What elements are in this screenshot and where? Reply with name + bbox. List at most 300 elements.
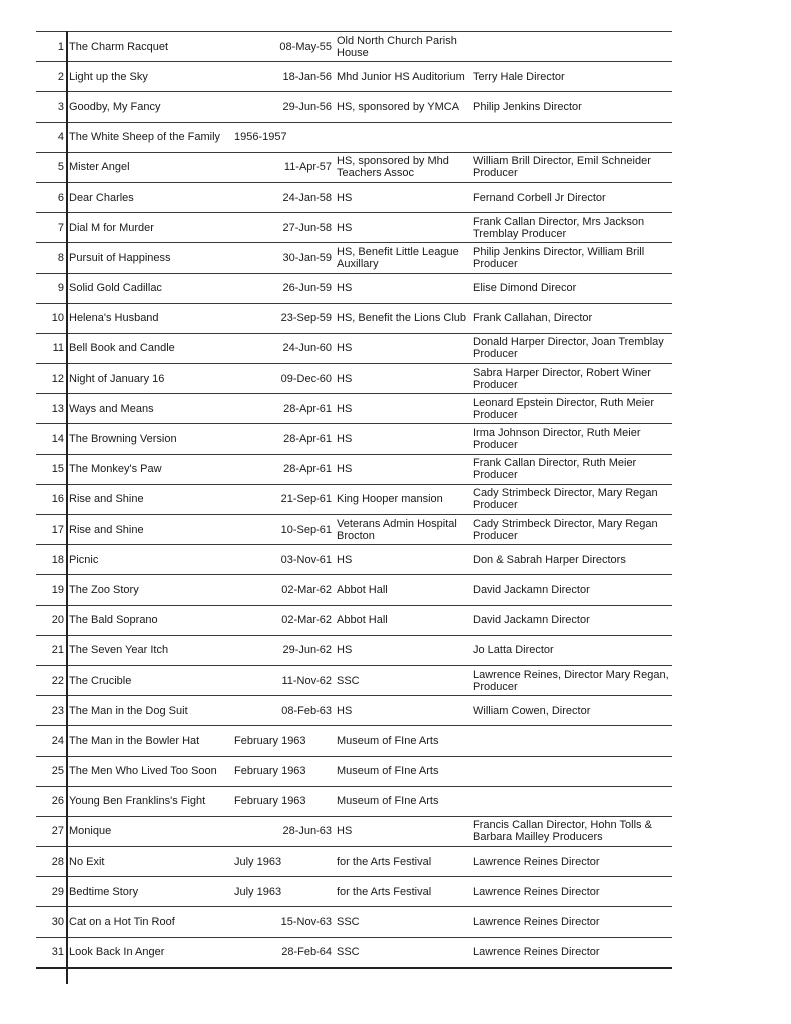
play-title-text: The Men Who Lived Too Soon xyxy=(69,765,217,778)
play-title-text: Rise and Shine xyxy=(69,493,144,506)
play-title-text: Pursuit of Happiness xyxy=(69,251,171,264)
performance-date-text: February 1963 xyxy=(234,765,306,778)
row-number-text: 31 xyxy=(51,946,64,959)
table-row xyxy=(36,575,672,605)
performance-date xyxy=(234,334,332,363)
play-title-text: The Crucible xyxy=(69,674,132,687)
credits-text: Leonard Epstein Director, Ruth Meier Producer xyxy=(473,396,654,421)
venue xyxy=(337,243,473,272)
performance-date xyxy=(234,907,332,936)
credits-text: Elise Dimond Direcor xyxy=(473,282,577,295)
credits-text: Cady Strimbeck Director, Mary Regan Producer xyxy=(473,517,658,542)
play-title xyxy=(69,485,234,514)
play-title xyxy=(69,575,234,604)
performance-date-text: 28-Apr-61 xyxy=(283,402,332,415)
row-number xyxy=(36,153,64,182)
venue xyxy=(337,62,473,91)
table-row xyxy=(36,92,672,122)
performance-date xyxy=(234,92,332,121)
table-row xyxy=(36,153,672,183)
row-number-text: 27 xyxy=(51,825,64,838)
performance-date xyxy=(234,183,332,212)
row-number xyxy=(36,666,64,695)
play-title xyxy=(69,696,234,725)
credits xyxy=(473,726,669,755)
table-row xyxy=(36,666,672,696)
row-number xyxy=(36,877,64,906)
credits xyxy=(473,424,669,453)
venue-text: HS, Benefit Little League Auxillary xyxy=(337,245,459,270)
table-row xyxy=(36,877,672,907)
venue xyxy=(337,304,473,333)
venue xyxy=(337,213,473,242)
row-number xyxy=(36,92,64,121)
table-row xyxy=(36,606,672,636)
credits-text: Lawrence Reines Director xyxy=(473,916,600,929)
row-number xyxy=(36,817,64,846)
play-title-text: Rise and Shine xyxy=(69,523,144,536)
row-number xyxy=(36,304,64,333)
performance-date-text: 10-Sep-61 xyxy=(280,523,332,536)
performance-date-text: 28-Apr-61 xyxy=(283,433,332,446)
credits-text: William Cowen, Director xyxy=(473,704,591,717)
venue-text: King Hooper mansion xyxy=(337,493,443,506)
credits xyxy=(473,304,669,333)
play-title xyxy=(69,907,234,936)
venue xyxy=(337,696,473,725)
performance-date-text: July 1963 xyxy=(234,855,282,868)
table-row xyxy=(36,726,672,756)
row-number xyxy=(36,455,64,484)
row-number-text: 13 xyxy=(51,402,64,415)
play-title-text: Bedtime Story xyxy=(69,885,139,898)
play-title-text: The Bald Soprano xyxy=(69,614,158,627)
performance-date xyxy=(234,636,332,665)
venue xyxy=(337,877,473,906)
play-title xyxy=(69,394,234,423)
credits-text: Francis Callan Director, Hohn Tolls & Barbara Mailley Producers xyxy=(473,819,652,844)
play-title-text: Goodby, My Fancy xyxy=(69,100,161,113)
play-title xyxy=(69,92,234,121)
row-number-text: 20 xyxy=(51,614,64,627)
row-number-text: 3 xyxy=(57,100,64,113)
row-number-text: 21 xyxy=(51,644,64,657)
play-title-text: The Charm Racquet xyxy=(69,40,169,53)
venue xyxy=(337,455,473,484)
credits-text: Lawrence Reines, Director Mary Regan, Producer xyxy=(473,668,669,693)
performance-date-text: 30-Jan-59 xyxy=(282,251,332,264)
credits-text: Lawrence Reines Director xyxy=(473,946,600,959)
table-row xyxy=(36,213,672,243)
credits xyxy=(473,183,669,212)
row-number xyxy=(36,424,64,453)
table-row xyxy=(36,183,672,213)
table-row xyxy=(36,424,672,454)
table-row xyxy=(36,304,672,334)
credits-text: Donald Harper Director, Joan Tremblay Producer xyxy=(473,336,664,361)
table-row xyxy=(36,32,672,62)
venue xyxy=(337,183,473,212)
venue-text: HS xyxy=(337,704,353,717)
play-title xyxy=(69,304,234,333)
venue-text: SSC xyxy=(337,674,360,687)
performance-date-text: 24-Jan-58 xyxy=(282,191,332,204)
row-number xyxy=(36,123,64,152)
performance-date-text: 18-Jan-56 xyxy=(282,70,332,83)
credits xyxy=(473,545,669,574)
play-title-text: The Seven Year Itch xyxy=(69,644,169,657)
venue-text: for the Arts Festival xyxy=(337,885,432,898)
credits-text: David Jackamn Director xyxy=(473,614,590,627)
row-number-text: 7 xyxy=(57,221,64,234)
performance-date xyxy=(234,696,332,725)
performance-date xyxy=(234,545,332,574)
row-number-text: 4 xyxy=(57,131,64,144)
venue-text: for the Arts Festival xyxy=(337,855,432,868)
table-row xyxy=(36,455,672,485)
row-number-text: 18 xyxy=(51,553,64,566)
table-row xyxy=(36,274,672,304)
play-title-text: No Exit xyxy=(69,855,105,868)
row-number-text: 26 xyxy=(51,795,64,808)
play-title xyxy=(69,153,234,182)
play-title xyxy=(69,817,234,846)
productions-table xyxy=(36,31,672,969)
performance-date xyxy=(234,757,332,786)
credits-text: Frank Callan Director, Ruth Meier Producer xyxy=(473,457,637,482)
performance-date xyxy=(234,123,332,152)
performance-date-text: 26-Jun-59 xyxy=(282,282,332,295)
play-title xyxy=(69,62,234,91)
performance-date xyxy=(234,213,332,242)
play-title xyxy=(69,666,234,695)
row-number-text: 1 xyxy=(57,40,64,53)
venue xyxy=(337,424,473,453)
table-row xyxy=(36,334,672,364)
performance-date xyxy=(234,364,332,393)
play-title xyxy=(69,636,234,665)
credits xyxy=(473,485,669,514)
row-number xyxy=(36,938,64,967)
venue-text: Museum of FIne Arts xyxy=(337,765,439,778)
credits xyxy=(473,394,669,423)
credits xyxy=(473,817,669,846)
credits xyxy=(473,213,669,242)
performance-date-text: 29-Jun-62 xyxy=(282,644,332,657)
row-number-text: 22 xyxy=(51,674,64,687)
performance-date xyxy=(234,575,332,604)
credits-text: Lawrence Reines Director xyxy=(473,855,600,868)
row-number-text: 14 xyxy=(51,433,64,446)
credits-text: Philip Jenkins Director xyxy=(473,100,582,113)
play-title xyxy=(69,183,234,212)
row-number xyxy=(36,787,64,816)
venue xyxy=(337,485,473,514)
credits xyxy=(473,787,669,816)
credits xyxy=(473,455,669,484)
venue-text: HS xyxy=(337,463,353,476)
performance-date-text: 15-Nov-63 xyxy=(280,916,332,929)
performance-date xyxy=(234,817,332,846)
row-number-text: 2 xyxy=(57,70,64,83)
venue-text: HS xyxy=(337,342,353,355)
row-number xyxy=(36,757,64,786)
venue-text: HS xyxy=(337,402,353,415)
venue-text: HS xyxy=(337,221,353,234)
play-title xyxy=(69,213,234,242)
table-row xyxy=(36,545,672,575)
performance-date-text: 02-Mar-62 xyxy=(281,614,332,627)
row-number xyxy=(36,183,64,212)
performance-date xyxy=(234,515,332,544)
play-title-text: Light up the Sky xyxy=(69,70,148,83)
venue-text: Museum of FIne Arts xyxy=(337,734,439,747)
credits xyxy=(473,847,669,876)
credits xyxy=(473,636,669,665)
venue-text: Mhd Junior HS Auditorium xyxy=(337,70,465,83)
performance-date xyxy=(234,666,332,695)
play-title-text: Night of January 16 xyxy=(69,372,165,385)
performance-date xyxy=(234,847,332,876)
venue xyxy=(337,938,473,967)
credits xyxy=(473,666,669,695)
venue-text: HS, Benefit the Lions Club xyxy=(337,312,467,325)
row-number xyxy=(36,32,64,61)
performance-date-text: 08-Feb-63 xyxy=(281,704,332,717)
performance-date xyxy=(234,455,332,484)
play-title xyxy=(69,515,234,544)
row-number-text: 5 xyxy=(57,161,64,174)
play-title-text: Picnic xyxy=(69,553,99,566)
play-title-text: Bell Book and Candle xyxy=(69,342,175,355)
credits xyxy=(473,32,669,61)
venue-text: SSC xyxy=(337,916,360,929)
credits-text: Don & Sabrah Harper Directors xyxy=(473,553,626,566)
row-number-text: 16 xyxy=(51,493,64,506)
play-title-text: Young Ben Franklins's Fight xyxy=(69,795,206,808)
play-title-text: Solid Gold Cadillac xyxy=(69,282,162,295)
credits-text: Fernand Corbell Jr Director xyxy=(473,191,606,204)
table-row xyxy=(36,696,672,726)
row-number xyxy=(36,485,64,514)
play-title xyxy=(69,243,234,272)
performance-date xyxy=(234,274,332,303)
performance-date-text: July 1963 xyxy=(234,885,282,898)
credits xyxy=(473,907,669,936)
credits-text: Philip Jenkins Director, William Brill Producer xyxy=(473,245,645,270)
row-number-text: 15 xyxy=(51,463,64,476)
play-title-text: The Man in the Bowler Hat xyxy=(69,734,200,747)
row-number xyxy=(36,213,64,242)
credits xyxy=(473,877,669,906)
play-title xyxy=(69,123,234,152)
performance-date xyxy=(234,726,332,755)
play-title xyxy=(69,424,234,453)
performance-date-text: 02-Mar-62 xyxy=(281,583,332,596)
venue-text: Veterans Admin Hospital Brocton xyxy=(337,517,457,542)
row-number-text: 9 xyxy=(57,282,64,295)
venue-text: Museum of FIne Arts xyxy=(337,795,439,808)
credits xyxy=(473,274,669,303)
performance-date xyxy=(234,243,332,272)
play-title-text: The Zoo Story xyxy=(69,583,139,596)
table-row xyxy=(36,636,672,666)
credits-text: Irma Johnson Director, Ruth Meier Producer xyxy=(473,427,641,452)
venue xyxy=(337,787,473,816)
venue xyxy=(337,334,473,363)
credits-text: Sabra Harper Director, Robert Winer Producer xyxy=(473,366,651,391)
play-title-text: Monique xyxy=(69,825,112,838)
row-number-text: 11 xyxy=(52,342,64,355)
play-title-text: The White Sheep of the Family xyxy=(69,131,221,144)
play-title xyxy=(69,847,234,876)
credits xyxy=(473,575,669,604)
venue xyxy=(337,575,473,604)
performance-date xyxy=(234,304,332,333)
venue xyxy=(337,32,473,61)
performance-date-text: 28-Jun-63 xyxy=(282,825,332,838)
row-number-text: 17 xyxy=(51,523,64,536)
venue xyxy=(337,153,473,182)
credits-text: Jo Latta Director xyxy=(473,644,554,657)
performance-date-text: 1956-1957 xyxy=(234,131,287,144)
row-number-text: 8 xyxy=(57,251,64,264)
credits-text: William Brill Director, Emil Schneider Producer xyxy=(473,155,651,180)
row-number xyxy=(36,394,64,423)
row-number xyxy=(36,62,64,91)
row-number xyxy=(36,575,64,604)
table-row xyxy=(36,515,672,545)
venue xyxy=(337,726,473,755)
play-title xyxy=(69,545,234,574)
row-number xyxy=(36,515,64,544)
credits-text: Frank Callan Director, Mrs Jackson Tremblay Producer xyxy=(473,215,645,240)
performance-date xyxy=(234,32,332,61)
play-title xyxy=(69,757,234,786)
venue xyxy=(337,394,473,423)
venue-text: HS xyxy=(337,644,353,657)
venue-text: HS xyxy=(337,433,353,446)
venue xyxy=(337,757,473,786)
venue-text: Abbot Hall xyxy=(337,614,388,627)
performance-date xyxy=(234,877,332,906)
play-title-text: Cat on a Hot Tin Roof xyxy=(69,916,175,929)
credits-text: Frank Callahan, Director xyxy=(473,312,593,325)
performance-date-text: 23-Sep-59 xyxy=(280,312,332,325)
performance-date-text: 09-Dec-60 xyxy=(280,372,332,385)
table-row xyxy=(36,485,672,515)
table-row xyxy=(36,123,672,153)
performance-date xyxy=(234,606,332,635)
row-number-text: 6 xyxy=(57,191,64,204)
table-row xyxy=(36,394,672,424)
play-title xyxy=(69,274,234,303)
play-title-text: The Monkey's Paw xyxy=(69,463,162,476)
play-title xyxy=(69,787,234,816)
table-row xyxy=(36,62,672,92)
venue-text: HS, sponsored by Mhd Teachers Assoc xyxy=(337,155,449,180)
row-number xyxy=(36,636,64,665)
row-number-text: 19 xyxy=(51,583,64,596)
play-title xyxy=(69,364,234,393)
row-number-text: 28 xyxy=(51,855,64,868)
venue xyxy=(337,274,473,303)
venue xyxy=(337,606,473,635)
credits-text: Lawrence Reines Director xyxy=(473,885,600,898)
row-number xyxy=(36,847,64,876)
row-number xyxy=(36,726,64,755)
play-title-text: Look Back In Anger xyxy=(69,946,165,959)
play-title xyxy=(69,726,234,755)
credits xyxy=(473,153,669,182)
play-title xyxy=(69,606,234,635)
row-number-text: 10 xyxy=(51,312,64,325)
performance-date-text: 24-Jun-60 xyxy=(282,342,332,355)
venue xyxy=(337,364,473,393)
credits xyxy=(473,757,669,786)
performance-date-text: 11-Nov-62 xyxy=(281,674,332,687)
play-title xyxy=(69,32,234,61)
credits xyxy=(473,364,669,393)
table-row xyxy=(36,907,672,937)
credits xyxy=(473,938,669,967)
credits-text: Cady Strimbeck Director, Mary Regan Producer xyxy=(473,487,658,512)
credits-text: David Jackamn Director xyxy=(473,583,590,596)
table-row xyxy=(36,757,672,787)
performance-date-text: 28-Apr-61 xyxy=(283,463,332,476)
performance-date xyxy=(234,938,332,967)
play-title-text: Dial M for Murder xyxy=(69,221,154,234)
performance-date-text: 21-Sep-61 xyxy=(280,493,332,506)
credits-text: Terry Hale Director xyxy=(473,70,565,83)
venue xyxy=(337,817,473,846)
venue xyxy=(337,515,473,544)
venue-text: HS xyxy=(337,553,353,566)
credits xyxy=(473,515,669,544)
table-row xyxy=(36,847,672,877)
performance-date-text: 03-Nov-61 xyxy=(280,553,332,566)
performance-date xyxy=(234,62,332,91)
play-title xyxy=(69,334,234,363)
row-number xyxy=(36,274,64,303)
credits xyxy=(473,243,669,272)
venue xyxy=(337,545,473,574)
performance-date xyxy=(234,424,332,453)
performance-date-text: 27-Jun-58 xyxy=(282,221,332,234)
row-number-text: 12 xyxy=(51,372,64,385)
venue xyxy=(337,907,473,936)
play-title xyxy=(69,877,234,906)
row-number xyxy=(36,545,64,574)
play-title-text: Mister Angel xyxy=(69,161,130,174)
row-number xyxy=(36,907,64,936)
venue-text: Abbot Hall xyxy=(337,583,388,596)
row-number-text: 29 xyxy=(51,885,64,898)
venue-text: HS xyxy=(337,372,353,385)
play-title-text: Ways and Means xyxy=(69,402,154,415)
table-row xyxy=(36,364,672,394)
credits xyxy=(473,123,669,152)
venue-text: HS xyxy=(337,191,353,204)
performance-date xyxy=(234,394,332,423)
performance-date-text: 11-Apr-57 xyxy=(283,161,332,174)
play-title xyxy=(69,938,234,967)
performance-date-text: February 1963 xyxy=(234,795,306,808)
credits xyxy=(473,696,669,725)
venue xyxy=(337,123,473,152)
venue xyxy=(337,636,473,665)
row-number xyxy=(36,364,64,393)
